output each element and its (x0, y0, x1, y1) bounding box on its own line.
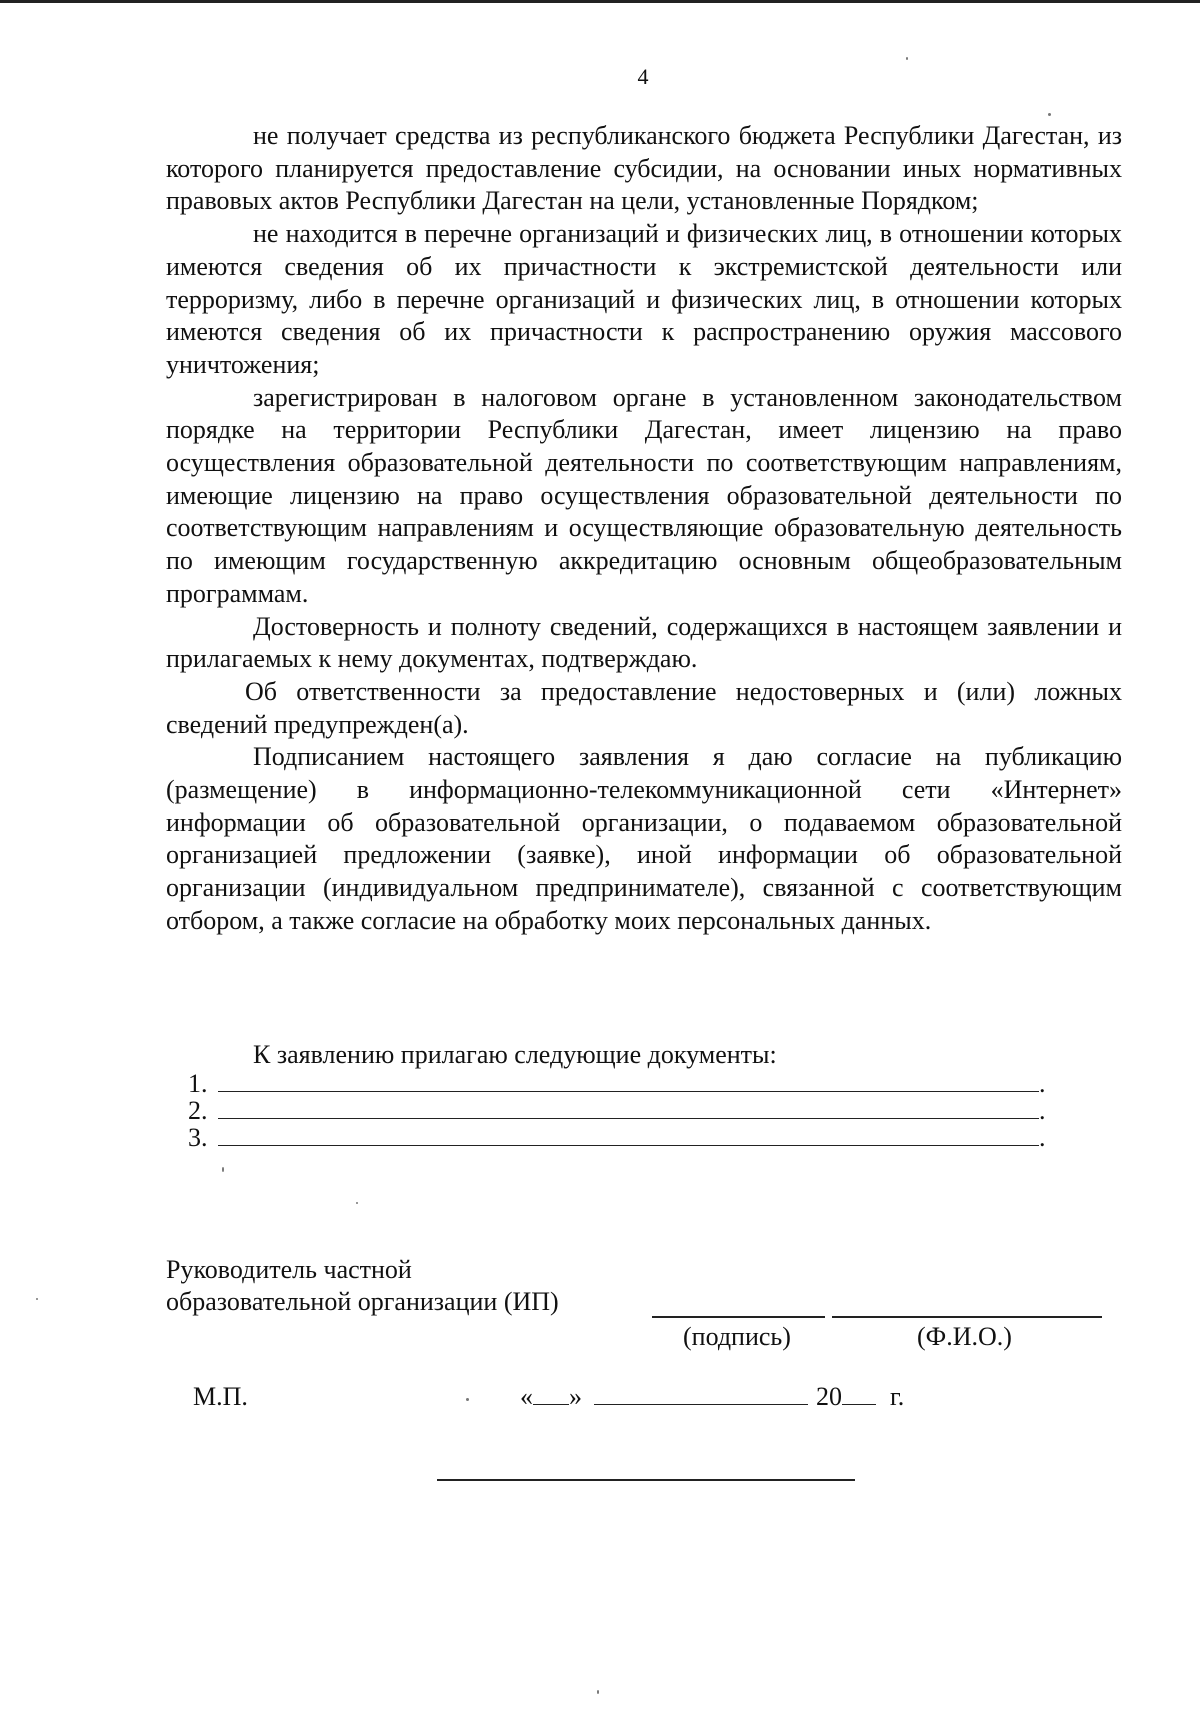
attachments-heading: К заявлению прилагаю следующие документы: (253, 1040, 777, 1069)
attachment-line-1[interactable] (188, 1070, 1046, 1098)
attachment-number: 1. (188, 1069, 208, 1098)
paragraph-budget: не получает средства из республиканского бюджета Республики Дагестан, из которого планируется предоставление субсидии, на основании иных нормативных правовых актов Республики Дагестан на цели, установленные Порядком; (166, 121, 1122, 216)
full-name-caption: (Ф.И.О.) (917, 1322, 1012, 1351)
scan-speck (36, 1298, 38, 1300)
scan-speck (906, 57, 908, 60)
paragraph-consent: Подписанием настоящего заявления я даю согласие на публикацию (размещение) в информационно-телекоммуникационной сети «Интернет» информации об образовательной организации, о подаваемом образовательной организацией предложении (заявке), иной информации об образовательной организации (индивидуальном предпринимателе), связанной с соответствующим отбором, а также согласие на обработку моих персональных данных. (166, 742, 1122, 935)
scan-speck (222, 1167, 224, 1172)
page-number: 4 (637, 64, 649, 89)
year-suffix: г. (890, 1382, 905, 1411)
scan-speck (597, 1690, 599, 1694)
signatory-role (166, 1254, 559, 1318)
attachment-blank[interactable] (218, 1125, 1039, 1146)
day-blank[interactable] (533, 1382, 569, 1405)
attachment-terminator: . (1039, 1123, 1046, 1152)
document-body (166, 120, 1122, 938)
attachment-blank[interactable] (218, 1071, 1039, 1092)
attachment-line-2[interactable] (188, 1097, 1046, 1125)
paragraph-registration: зарегистрирован в налоговом органе в установленном законодательством порядке на территории Республики Дагестан, имеет лицензию на право осуществления образовательной деятельности по соответствующим направлениям, имеющие лицензию на право осуществления образовательной деятельности по соответствующим направлениям и осуществляющие образовательную деятельность по имеющим государственную аккредитацию основным общеобразовательным программам. (166, 382, 1122, 608)
stamp-place-label: М.П. (193, 1382, 248, 1411)
attachment-number: 2. (188, 1096, 208, 1125)
date-open-quote: « (520, 1382, 533, 1411)
full-name-line[interactable] (832, 1316, 1102, 1318)
signatory-role-line-1: Руководитель частной (166, 1255, 412, 1284)
attachment-terminator: . (1039, 1096, 1046, 1125)
scan-speck (1048, 113, 1051, 116)
attachment-blank[interactable] (218, 1098, 1039, 1119)
month-blank[interactable] (594, 1382, 808, 1405)
paragraph-responsibility: Об ответственности за предоставление недостоверных и (или) ложных сведений предупрежден(а). (166, 676, 1122, 739)
scan-speck (466, 1398, 469, 1401)
scan-speck (356, 1202, 358, 1204)
closing-separator-line (437, 1479, 855, 1481)
date-close-quote: » (569, 1382, 582, 1411)
attachment-number: 3. (188, 1123, 208, 1152)
signatory-role-line-2: образовательной организации (ИП) (166, 1287, 559, 1316)
paragraph-extremism: не находится в перечне организаций и физических лиц, в отношении которых имеются сведения об их причастности к экстремистской деятельности или терроризму, либо в перечне организаций и физических лиц, в отношении которых имеются сведения об их причастности к распространению оружия массового уничтожения; (166, 219, 1122, 379)
attachment-line-3[interactable] (188, 1124, 1046, 1152)
year-blank[interactable] (842, 1382, 876, 1405)
date-field (520, 1382, 904, 1412)
year-prefix: 20 (816, 1382, 842, 1411)
top-border-line (0, 0, 1200, 3)
signature-line[interactable] (652, 1316, 825, 1318)
paragraph-reliability: Достоверность и полноту сведений, содержащихся в настоящем заявлении и прилагаемых к нему документах, подтверждаю. (166, 611, 1122, 674)
attachment-terminator: . (1039, 1069, 1046, 1098)
signature-caption: (подпись) (683, 1322, 791, 1351)
